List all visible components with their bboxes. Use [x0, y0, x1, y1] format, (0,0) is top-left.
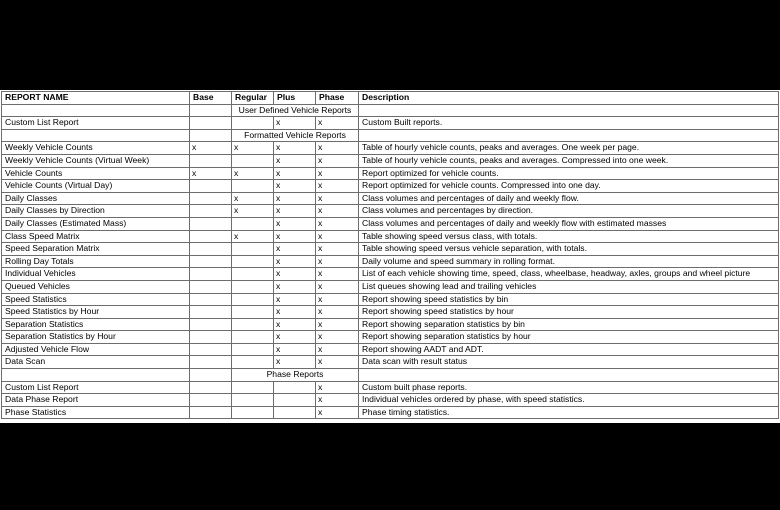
- phase-cell: x: [316, 205, 359, 218]
- base-cell: [190, 255, 232, 268]
- base-cell: x: [190, 167, 232, 180]
- report-name-cell: Phase Statistics: [2, 406, 190, 419]
- table-row: [2, 343, 779, 356]
- report-name-cell: Separation Statistics by Hour: [2, 331, 190, 344]
- plus-cell: x: [274, 205, 316, 218]
- regular-cell: [232, 117, 274, 130]
- regular-cell: x: [232, 230, 274, 243]
- table-row: [2, 356, 779, 369]
- regular-cell: [232, 406, 274, 419]
- plus-cell: x: [274, 167, 316, 180]
- plus-cell: [274, 381, 316, 394]
- phase-cell: x: [316, 331, 359, 344]
- header-base: Base: [190, 92, 232, 105]
- description-cell: List queues showing lead and trailing vehicles: [359, 280, 779, 293]
- regular-cell: [232, 381, 274, 394]
- plus-cell: x: [274, 293, 316, 306]
- base-cell: [190, 154, 232, 167]
- base-cell: [190, 230, 232, 243]
- report-name-cell: Vehicle Counts (Virtual Day): [2, 180, 190, 193]
- description-cell: Custom Built reports.: [359, 117, 779, 130]
- regular-cell: [232, 154, 274, 167]
- phase-cell: x: [316, 230, 359, 243]
- regular-cell: [232, 243, 274, 256]
- header-phase: Phase: [316, 92, 359, 105]
- base-cell: [190, 280, 232, 293]
- report-sheet: [0, 90, 780, 423]
- report-table: [1, 91, 779, 419]
- regular-cell: x: [232, 167, 274, 180]
- plus-cell: [274, 394, 316, 407]
- regular-cell: [232, 280, 274, 293]
- regular-cell: [232, 356, 274, 369]
- section-spacer: [359, 129, 779, 142]
- description-cell: List of each vehicle showing time, speed, class, wheelbase, headway, axles, groups and wheel picture: [359, 268, 779, 281]
- table-body: [2, 104, 779, 419]
- description-cell: Report optimized for vehicle counts. Compressed into one day.: [359, 180, 779, 193]
- regular-cell: [232, 306, 274, 319]
- phase-cell: x: [316, 381, 359, 394]
- phase-cell: x: [316, 154, 359, 167]
- plus-cell: x: [274, 268, 316, 281]
- description-cell: Table of hourly vehicle counts, peaks and averages. Compressed into one week.: [359, 154, 779, 167]
- table-row: [2, 154, 779, 167]
- regular-cell: [232, 318, 274, 331]
- phase-cell: x: [316, 406, 359, 419]
- table-row: [2, 243, 779, 256]
- phase-cell: x: [316, 180, 359, 193]
- phase-cell: x: [316, 343, 359, 356]
- phase-cell: x: [316, 117, 359, 130]
- section-row: [2, 369, 779, 382]
- plus-cell: x: [274, 343, 316, 356]
- phase-cell: x: [316, 280, 359, 293]
- base-cell: [190, 268, 232, 281]
- regular-cell: [232, 255, 274, 268]
- report-name-cell: Weekly Vehicle Counts: [2, 142, 190, 155]
- table-row: [2, 192, 779, 205]
- plus-cell: x: [274, 255, 316, 268]
- section-row: [2, 129, 779, 142]
- section-title: Phase Reports: [232, 369, 359, 382]
- plus-cell: x: [274, 280, 316, 293]
- plus-cell: x: [274, 142, 316, 155]
- base-cell: [190, 192, 232, 205]
- table-row: [2, 167, 779, 180]
- base-cell: [190, 406, 232, 419]
- table-row: [2, 217, 779, 230]
- base-cell: [190, 394, 232, 407]
- description-cell: Report showing speed statistics by bin: [359, 293, 779, 306]
- table-row: [2, 280, 779, 293]
- plus-cell: x: [274, 306, 316, 319]
- description-cell: Daily volume and speed summary in rolling format.: [359, 255, 779, 268]
- base-cell: [190, 293, 232, 306]
- plus-cell: x: [274, 154, 316, 167]
- base-cell: [190, 117, 232, 130]
- base-cell: [190, 343, 232, 356]
- section-row: [2, 104, 779, 117]
- table-row: [2, 205, 779, 218]
- section-spacer: [359, 369, 779, 382]
- description-cell: Data scan with result status: [359, 356, 779, 369]
- phase-cell: x: [316, 293, 359, 306]
- section-spacer: [2, 369, 190, 382]
- table-row: [2, 318, 779, 331]
- regular-cell: [232, 293, 274, 306]
- phase-cell: x: [316, 394, 359, 407]
- table-row: [2, 268, 779, 281]
- table-row: [2, 255, 779, 268]
- phase-cell: x: [316, 356, 359, 369]
- plus-cell: x: [274, 331, 316, 344]
- header-plus: Plus: [274, 92, 316, 105]
- description-cell: Report optimized for vehicle counts.: [359, 167, 779, 180]
- regular-cell: [232, 343, 274, 356]
- report-name-cell: Separation Statistics: [2, 318, 190, 331]
- plus-cell: [274, 406, 316, 419]
- description-cell: Report showing separation statistics by bin: [359, 318, 779, 331]
- base-cell: x: [190, 142, 232, 155]
- report-name-cell: Custom List Report: [2, 117, 190, 130]
- header-description: Description: [359, 92, 779, 105]
- base-cell: [190, 381, 232, 394]
- phase-cell: x: [316, 167, 359, 180]
- phase-cell: x: [316, 268, 359, 281]
- phase-cell: x: [316, 318, 359, 331]
- table-row: [2, 406, 779, 419]
- regular-cell: [232, 331, 274, 344]
- base-cell: [190, 306, 232, 319]
- description-cell: Individual vehicles ordered by phase, with speed statistics.: [359, 394, 779, 407]
- plus-cell: x: [274, 192, 316, 205]
- plus-cell: x: [274, 356, 316, 369]
- description-cell: Phase timing statistics.: [359, 406, 779, 419]
- report-name-cell: Vehicle Counts: [2, 167, 190, 180]
- regular-cell: [232, 180, 274, 193]
- header-report-name: REPORT NAME: [2, 92, 190, 105]
- regular-cell: [232, 268, 274, 281]
- report-name-cell: Daily Classes (Estimated Mass): [2, 217, 190, 230]
- plus-cell: x: [274, 243, 316, 256]
- description-cell: Report showing separation statistics by hour: [359, 331, 779, 344]
- report-name-cell: Weekly Vehicle Counts (Virtual Week): [2, 154, 190, 167]
- section-spacer: [190, 104, 232, 117]
- report-name-cell: Data Phase Report: [2, 394, 190, 407]
- phase-cell: x: [316, 255, 359, 268]
- table-row: [2, 394, 779, 407]
- section-title: Formatted Vehicle Reports: [232, 129, 359, 142]
- regular-cell: x: [232, 142, 274, 155]
- base-cell: [190, 318, 232, 331]
- phase-cell: x: [316, 217, 359, 230]
- table-row: [2, 293, 779, 306]
- report-name-cell: Rolling Day Totals: [2, 255, 190, 268]
- regular-cell: x: [232, 192, 274, 205]
- table-row: [2, 331, 779, 344]
- section-spacer: [190, 369, 232, 382]
- base-cell: [190, 243, 232, 256]
- section-spacer: [359, 104, 779, 117]
- description-cell: Report showing AADT and ADT.: [359, 343, 779, 356]
- report-name-cell: Custom List Report: [2, 381, 190, 394]
- section-spacer: [190, 129, 232, 142]
- description-cell: Report showing speed statistics by hour: [359, 306, 779, 319]
- description-cell: Table showing speed versus class, with totals.: [359, 230, 779, 243]
- description-cell: Class volumes and percentages by direction.: [359, 205, 779, 218]
- report-name-cell: Speed Statistics by Hour: [2, 306, 190, 319]
- report-name-cell: Speed Statistics: [2, 293, 190, 306]
- table-row: [2, 180, 779, 193]
- table-row: [2, 142, 779, 155]
- description-cell: Table showing speed versus vehicle separation, with totals.: [359, 243, 779, 256]
- table-row: [2, 117, 779, 130]
- description-cell: Class volumes and percentages of daily and weekly flow with estimated masses: [359, 217, 779, 230]
- regular-cell: [232, 394, 274, 407]
- plus-cell: x: [274, 230, 316, 243]
- base-cell: [190, 205, 232, 218]
- phase-cell: x: [316, 142, 359, 155]
- report-name-cell: Speed Separation Matrix: [2, 243, 190, 256]
- report-name-cell: Individual Vehicles: [2, 268, 190, 281]
- base-cell: [190, 356, 232, 369]
- table-row: [2, 306, 779, 319]
- report-name-cell: Daily Classes by Direction: [2, 205, 190, 218]
- base-cell: [190, 180, 232, 193]
- phase-cell: x: [316, 243, 359, 256]
- plus-cell: x: [274, 217, 316, 230]
- description-cell: Custom built phase reports.: [359, 381, 779, 394]
- phase-cell: x: [316, 192, 359, 205]
- header-regular: Regular: [232, 92, 274, 105]
- report-name-cell: Adjusted Vehicle Flow: [2, 343, 190, 356]
- table-row: [2, 230, 779, 243]
- section-spacer: [2, 129, 190, 142]
- report-name-cell: Class Speed Matrix: [2, 230, 190, 243]
- description-cell: Class volumes and percentages of daily and weekly flow.: [359, 192, 779, 205]
- regular-cell: x: [232, 205, 274, 218]
- section-spacer: [2, 104, 190, 117]
- report-name-cell: Daily Classes: [2, 192, 190, 205]
- description-cell: Table of hourly vehicle counts, peaks and averages. One week per page.: [359, 142, 779, 155]
- header-row: [2, 92, 779, 105]
- plus-cell: x: [274, 318, 316, 331]
- base-cell: [190, 217, 232, 230]
- base-cell: [190, 331, 232, 344]
- section-title: User Defined Vehicle Reports: [232, 104, 359, 117]
- plus-cell: x: [274, 117, 316, 130]
- table-row: [2, 381, 779, 394]
- report-name-cell: Queued Vehicles: [2, 280, 190, 293]
- phase-cell: x: [316, 306, 359, 319]
- plus-cell: x: [274, 180, 316, 193]
- regular-cell: [232, 217, 274, 230]
- report-name-cell: Data Scan: [2, 356, 190, 369]
